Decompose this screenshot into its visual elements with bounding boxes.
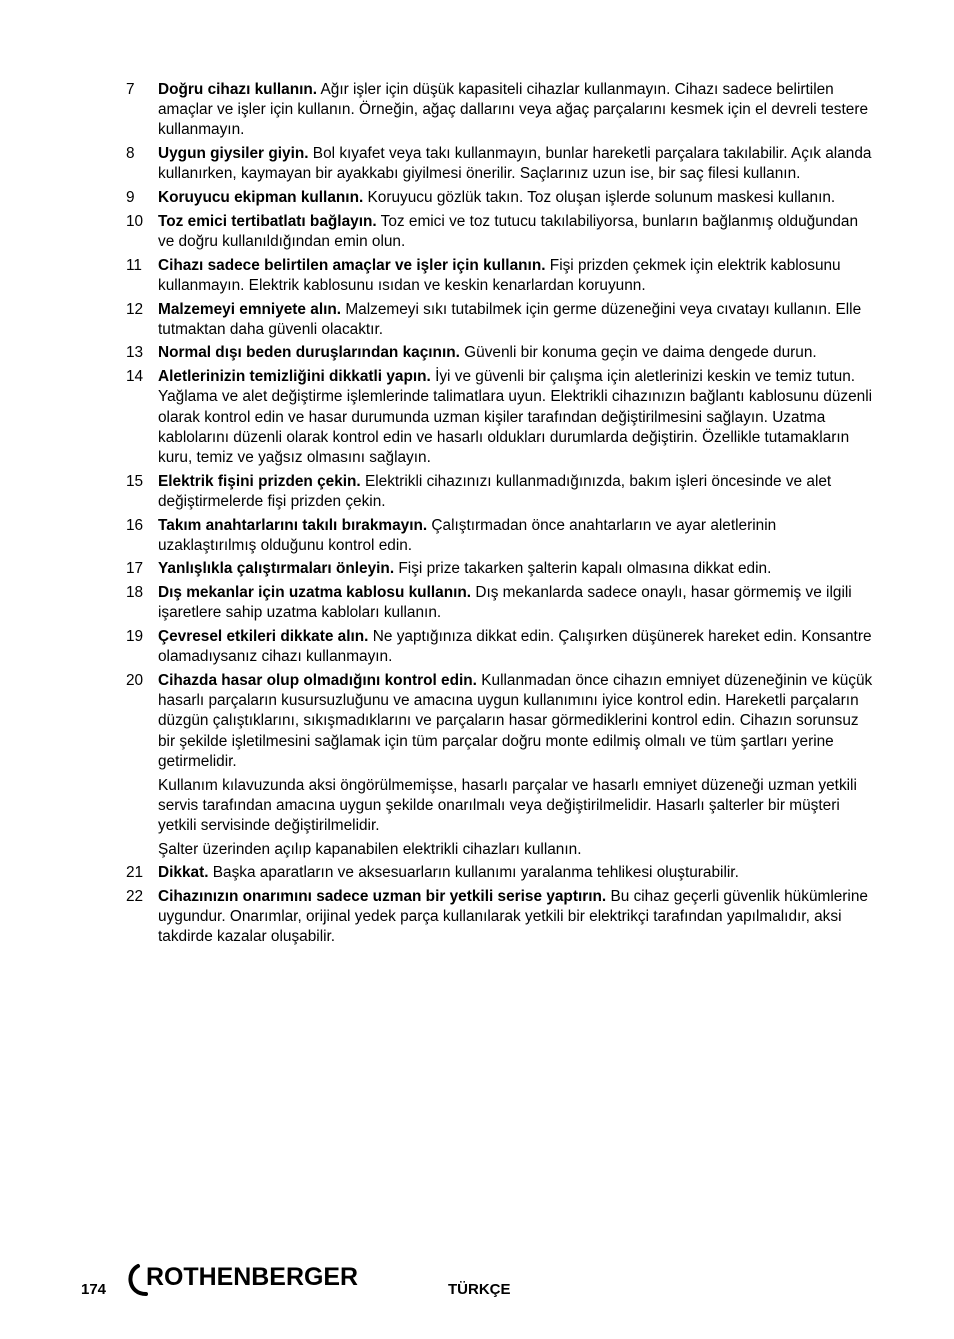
list-item (126, 516, 876, 556)
list-item (126, 80, 876, 141)
document-body (126, 80, 876, 951)
list-item (126, 559, 876, 579)
list-item (126, 887, 876, 948)
list-item (126, 188, 876, 208)
item-heading: Elektrik fişini prizden çekin. (158, 472, 361, 490)
item-text: Toz emici ve toz tutucu takılabiliyorsa, bunların bağlanmış olduğundan ve doğru kullanıldığından emin olun. (158, 212, 859, 250)
item-heading: Cihazı sadece belirtilen amaçlar ve işler için kullanın. (158, 256, 546, 274)
item-text: Çalıştırmadan önce anahtarların ve ayar aletlerinin uzaklaştırılmış olduğunu kontrol edin. (158, 516, 777, 554)
item-heading: Cihazda hasar olup olmadığını kontrol edin. (158, 671, 477, 689)
item-heading: Cihazınızın onarımını sadece uzman bir yetkili serise yaptırın. (158, 888, 607, 906)
item-heading: Toz emici tertibatlatı bağlayın. (158, 212, 377, 230)
item-number: 7 (126, 81, 135, 98)
item-text: Güvenli bir konuma geçin ve daima dengede durun. (459, 344, 817, 362)
item-heading: Çevresel etkileri dikkate alın. (158, 628, 369, 646)
item-text: Fişi prize takarken şalterin kapalı olmasına dikkat edin. (394, 560, 772, 578)
item-text: Fişi prizden çekmek için elektrik kablosunu kullanmayın. Elektrik kablosunu ısıdan ve keskin kenarlardan koruyunn. (158, 256, 841, 294)
list-item (126, 472, 876, 512)
item-heading: Uygun giysiler giyin. (158, 145, 309, 163)
item-number: 11 (126, 256, 142, 274)
item-text: Kullanmadan önce cihazın emniyet düzeneğinin ve küçük hasarlı parçaların kusursuzluğunu ve amacına uygun kullanımını iyice kontrol edin. Hareketli parçaların düzgün çalıştıklarını, sıkışmadıklarını ve parçaların hasar görmediklerini kontrol edin. Cihazın sorunsuz bir şekilde işletilmesini sağlamak için tüm parçalar doğru monte edilmiş olmalı ve tüm şartları yerine getirmelidir. (158, 671, 873, 770)
item-number: 13 (126, 344, 144, 362)
item-heading: Yanlışlıkla çalıştırmaları önleyin. (158, 560, 395, 578)
item-heading: Aletlerinizin temizliğini dikkatli yapın. (158, 368, 431, 386)
page-number: 174 (81, 1281, 107, 1298)
item-number: 21 (126, 864, 144, 882)
item-number: 10 (126, 212, 144, 230)
list-item (126, 367, 876, 468)
item-heading: Dikkat. (158, 864, 209, 882)
list-item (126, 583, 876, 623)
item-number: 9 (126, 189, 135, 207)
continuation-paragraph: Kullanım kılavuzunda aksi öngörülmemişse, hasarlı parçalar ve hasarlı emniyet düzeneği uzman yetkili servis tarafından amacına uygun şekilde onarılmalı veya değiştirilmelidir. Hasarlı şalterler bir müşteri yetkili servisinde değiştirilmelidir. (158, 776, 857, 834)
list-item (126, 300, 876, 340)
item-text: Bu cihaz geçerli güvenlik hükümlerine uygundur. Onarımlar, orijinal yedek parça kullanılarak yetkili bir elektrikçi tarafından yapılmalıdır, aksi takdirde kazalar oluşabilir. (158, 888, 868, 946)
item-text: Koruyucu gözlük takın. Toz oluşan işlerde solunum maskesi kullanın. (363, 189, 836, 207)
item-number: 22 (126, 888, 144, 906)
list-item (126, 144, 876, 184)
item-text: İyi ve güvenli bir çalışma için aletlerinizi keskin ve temiz tutun. Yağlama ve alet değiştirme işlemlerinde talimatlara uyun. Elektrikli cihazınızın bağlantı kablosunu düzenli olarak kontrol edin ve hasar durumunda uzman kişiler tarafından değiştirilmesini sağlayın. Uzatma kablolarını düzenli olarak kontrol edin ve hasarlı oldukları durumlarda değiştirin. Özellikle tutamakların kuru, temiz ve yağsız olmasını sağlayın. (158, 368, 873, 466)
list-item (126, 212, 876, 252)
list-item (126, 863, 876, 883)
item-text: Malzemeyi sıkı tutabilmek için germe düzeneğini veya cıvatayı kullanın. Elle tutmaktan daha güvenli olacaktır. (158, 300, 862, 338)
item-number: 8 (126, 145, 135, 163)
item-heading: Normal dışı beden duruşlarından kaçının. (158, 344, 460, 362)
item-text: Bol kıyafet veya takı kullanmayın, bunlar hareketli parçalara takılabilir. Açık alanda kullanırken, kaymayan bir ayakkabı giyilmesi önerilir. Saçlarınız uzun ise, bir saç filesi kullanın. (158, 145, 872, 183)
item-heading: Malzemeyi emniyete alın. (158, 300, 342, 318)
list-item (126, 256, 876, 296)
language-label: TÜRKÇE (448, 1281, 511, 1298)
item-number: 18 (126, 584, 144, 602)
item-number: 15 (126, 472, 144, 490)
list-item (126, 343, 876, 363)
item-heading: Doğru cihazı kullanın. (158, 81, 318, 98)
list-item (126, 627, 876, 667)
item-number: 17 (126, 560, 144, 578)
item-text: Başka aparatların ve aksesuarların kullanımı yaralanma tehlikesi oluşturabilir. (208, 864, 739, 882)
logo-wordmark: ROTHENBERGER (146, 1263, 358, 1291)
item-heading: Takım anahtarlarını takılı bırakmayın. (158, 516, 428, 534)
item-number: 16 (126, 516, 144, 534)
item-number: 14 (126, 368, 144, 386)
item-text: Ağır işler için düşük kapasiteli cihazlar kullanmayın. Cihazı sadece belirtilen amaçlar ve işler için kullanın. Örneğin, ağaç dallarını veya ağaç parçalarını kesmek için el devreli testere kullanmayın. (158, 81, 869, 139)
item-text: Dış mekanlarda sadece onaylı, hasar görmemiş ve ilgili işaretlere sahip uzatma kabloları kullanın. (158, 584, 852, 622)
item-text: Elektrikli cihazınızı kullanmadığınızda, bakım işleri öncesinde ve alet değiştirmelerde fişi prizden çekin. (158, 472, 832, 510)
item-number: 12 (126, 300, 144, 318)
item-text: Ne yaptığınıza dikkat edin. Çalışırken düşünerek hareket edin. Konsantre olamadıysanız cihazı kullanmayın. (158, 628, 872, 666)
logo-swoosh (130, 1266, 146, 1294)
item-heading: Koruyucu ekipman kullanın. (158, 189, 364, 207)
continuation-paragraph: Şalter üzerinden açılıp kapanabilen elektrikli cihazları kullanın. (158, 840, 582, 858)
item-number: 20 (126, 671, 144, 689)
rothenberger-logo (124, 1260, 360, 1302)
list-item (126, 671, 876, 772)
item-number: 19 (126, 628, 144, 646)
item-heading: Dış mekanlar için uzatma kablosu kullanın. (158, 584, 472, 602)
